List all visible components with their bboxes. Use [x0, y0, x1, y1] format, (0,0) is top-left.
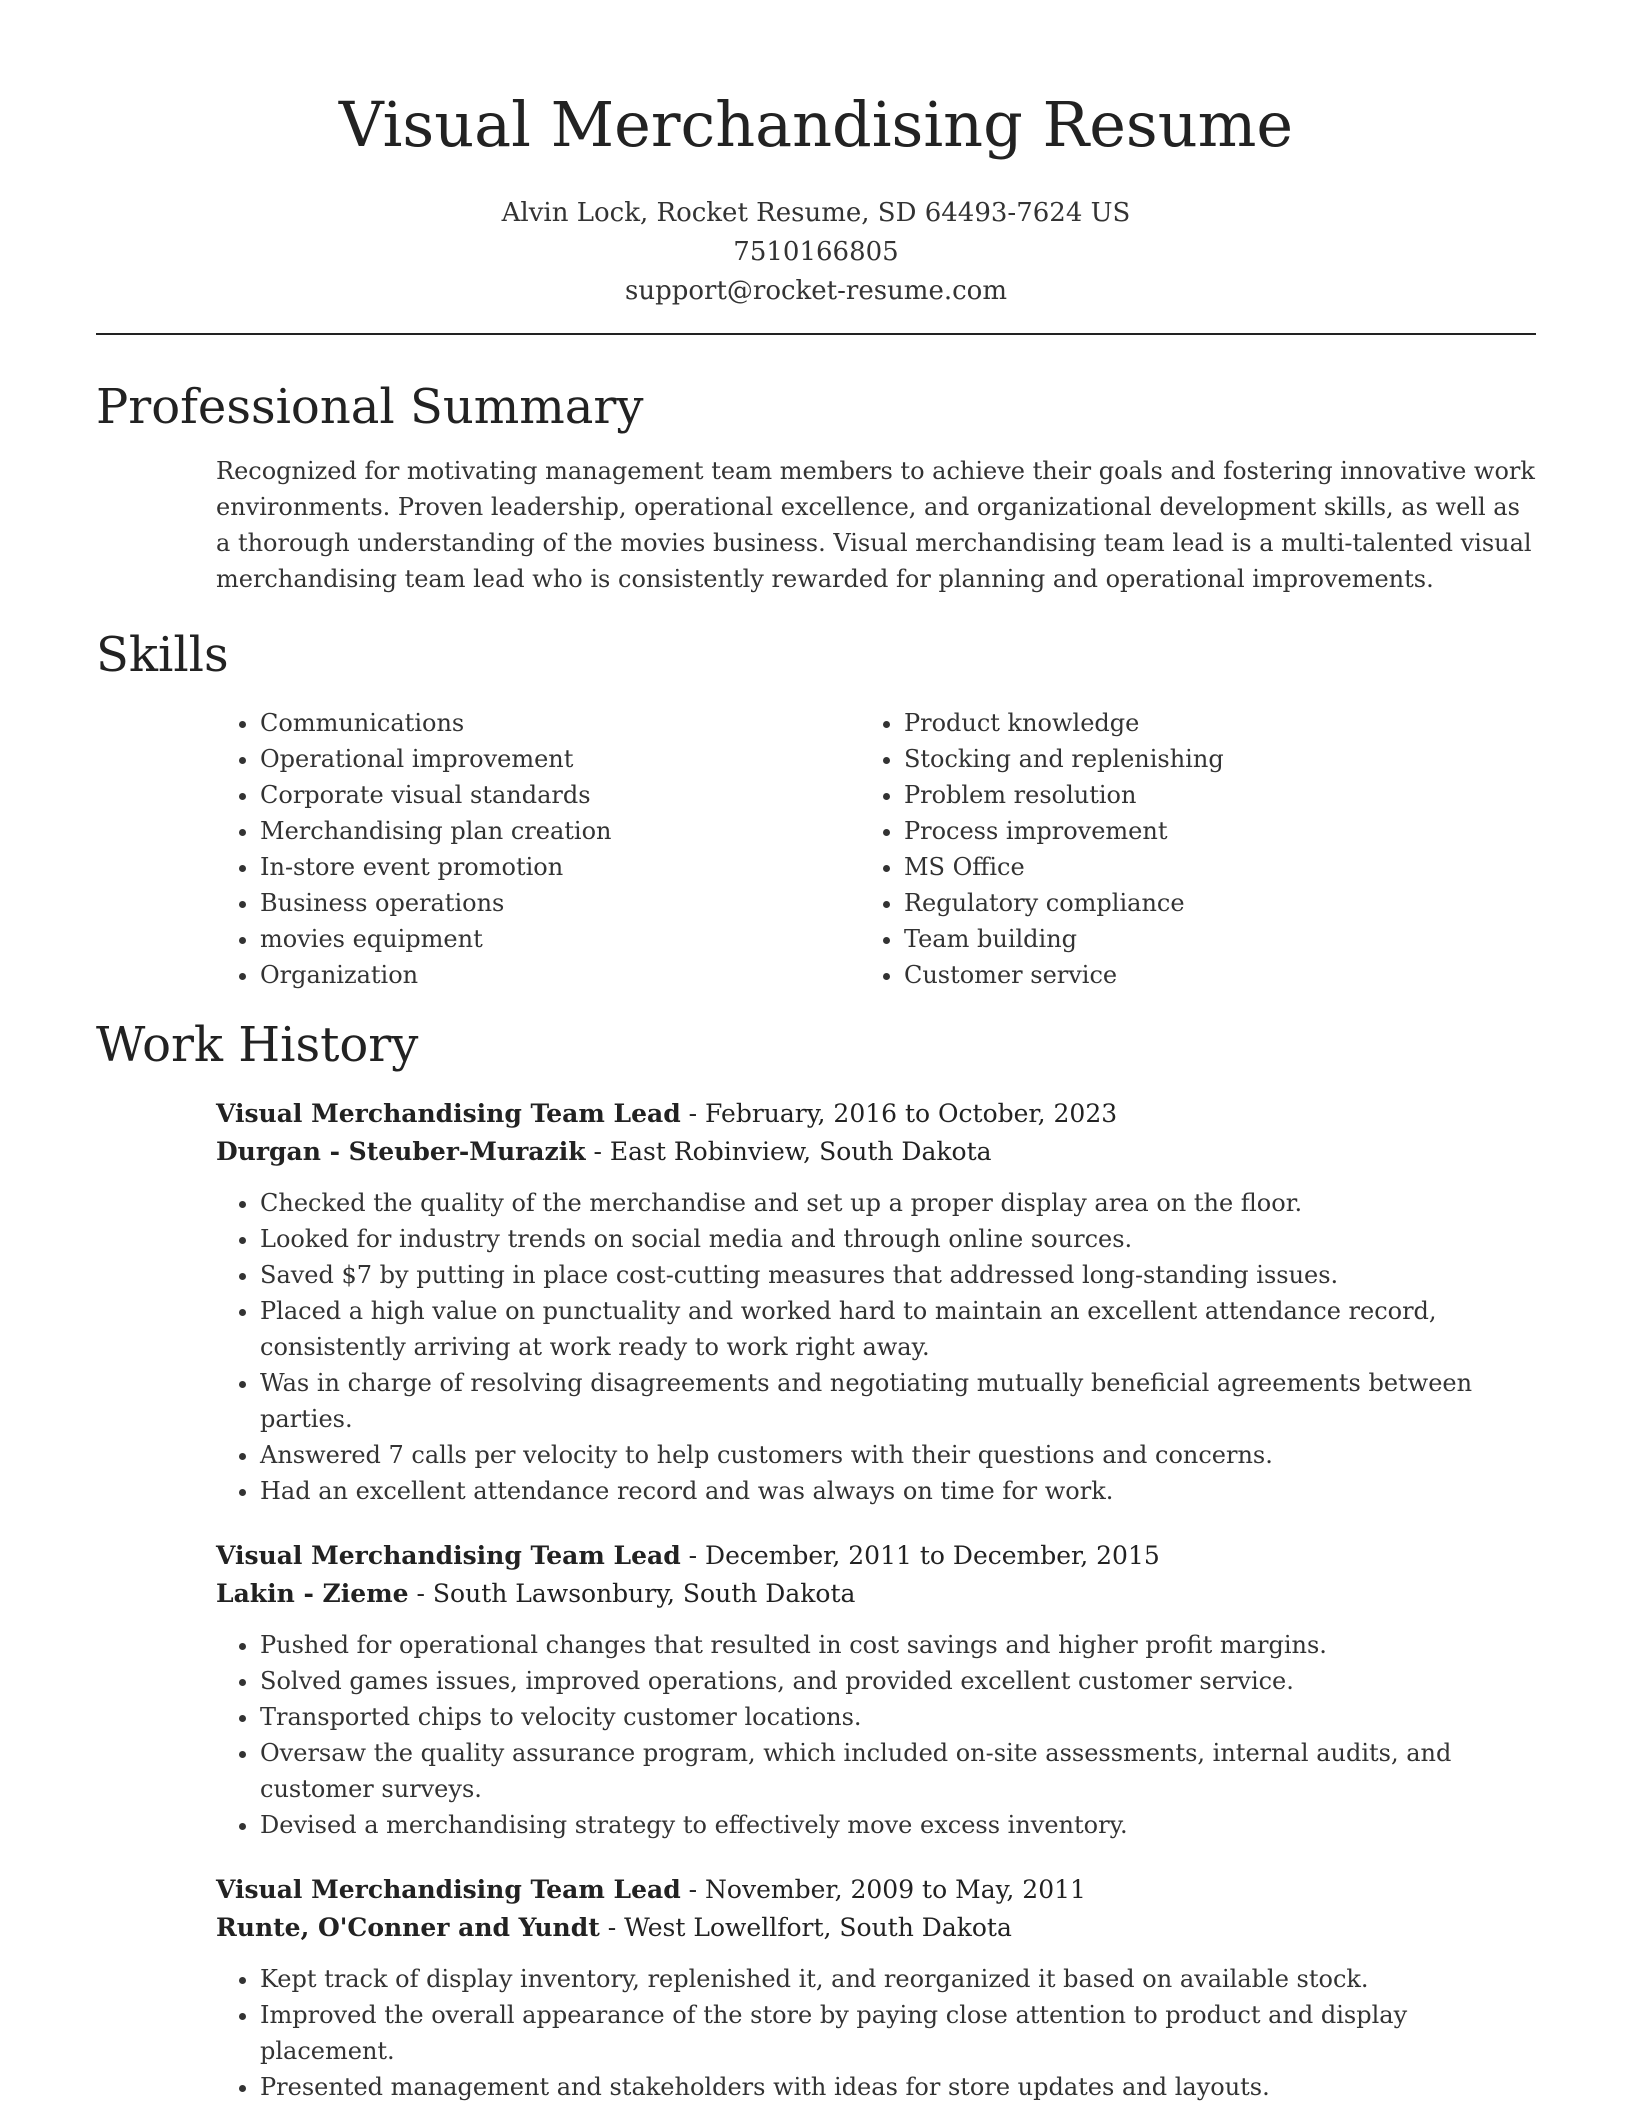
skill-item: • Product knowledge — [904, 705, 1536, 741]
job-duties — [216, 1961, 1536, 2105]
skills-list — [96, 705, 1536, 993]
summary-text: Recognized for motivating management team members to achieve their goals and fostering innovative work environments. Proven leadership, operational excellence, and organizational development skills, as well as a thorough understanding of the movies business. Visual merchandising team lead is a multi-talented visual merchandising team lead who is consistently rewarded for planning and operational improvements. — [216, 457, 1535, 593]
job-dates: - February, 2016 to October, 2023 — [680, 1099, 1118, 1128]
job-duty: • Devised a merchandising strategy to effectively move excess inventory. — [260, 1807, 1536, 1843]
job-entry — [216, 1537, 1536, 1843]
job-header — [216, 1537, 1536, 1613]
header-divider — [96, 333, 1536, 335]
skill-item: • movies equipment — [260, 921, 740, 957]
job-duty: • Kept track of display inventory, replenished it, and reorganized it based on available stock. — [260, 1961, 1536, 1997]
skill-item: • Process improvement — [904, 813, 1536, 849]
job-duty: • Improved the overall appearance of the store by paying close attention to product and display placement. — [260, 1997, 1536, 2069]
skill-item: • Regulatory compliance — [904, 885, 1536, 921]
job-duty: • Was in charge of resolving disagreements and negotiating mutually beneficial agreements between parties. — [260, 1365, 1536, 1437]
skill-item: • Customer service — [904, 957, 1536, 993]
job-duty: • Transported chips to velocity customer locations. — [260, 1699, 1536, 1735]
skill-item: • Corporate visual standards — [260, 777, 740, 813]
job-duty: • Saved $7 by putting in place cost-cutting measures that addressed long-standing issues. — [260, 1257, 1536, 1293]
work-history-heading: Work History — [96, 1017, 419, 1073]
contact-phone: 7510166805 — [733, 237, 899, 267]
job-duty: • Pushed for operational changes that resulted in cost savings and higher profit margins. — [260, 1627, 1536, 1663]
skills-heading: Skills — [96, 627, 229, 683]
job-location: - South Lawsonbury, South Dakota — [408, 1579, 856, 1608]
job-company: Durgan - Steuber-Murazik — [216, 1137, 586, 1166]
job-dates: - December, 2011 to December, 2015 — [680, 1541, 1160, 1570]
job-company: Lakin - Zieme — [216, 1579, 409, 1608]
skill-item: • Merchandising plan creation — [260, 813, 740, 849]
job-duties — [216, 1627, 1536, 1843]
job-header — [216, 1871, 1536, 1947]
job-duty: • Answered 7 calls per velocity to help customers with their questions and concerns. — [260, 1437, 1536, 1473]
skill-item: • In-store event promotion — [260, 849, 740, 885]
skill-item: • Business operations — [260, 885, 740, 921]
job-entry — [216, 1871, 1536, 2105]
skill-item: • Communications — [260, 705, 740, 741]
job-duty: • Checked the quality of the merchandise and set up a proper display area on the floor. — [260, 1185, 1536, 1221]
skill-item: • Organization — [260, 957, 740, 993]
resume-page — [96, 0, 1536, 2105]
summary-heading: Professional Summary — [96, 379, 644, 435]
job-role: Visual Merchandising Team Lead — [216, 1875, 681, 1904]
job-header — [216, 1095, 1536, 1171]
skill-item: • Operational improvement — [260, 741, 740, 777]
job-location: - East Robinview, South Dakota — [585, 1137, 992, 1166]
skill-item: • MS Office — [904, 849, 1536, 885]
job-duty: • Looked for industry trends on social media and through online sources. — [260, 1221, 1536, 1257]
job-company: Runte, O'Conner and Yundt — [216, 1913, 600, 1942]
skill-item: • Problem resolution — [904, 777, 1536, 813]
contact-address: Alvin Lock, Rocket Resume, SD 64493-7624 US — [501, 198, 1131, 228]
job-location: - West Lowellfort, South Dakota — [599, 1913, 1012, 1942]
job-duty: • Had an excellent attendance record and was always on time for work. — [260, 1473, 1536, 1509]
job-duty: • Presented management and stakeholders with ideas for store updates and layouts. — [260, 2069, 1536, 2105]
contact-email: support@rocket-resume.com — [624, 276, 1007, 306]
resume-title: Visual Merchandising Resume — [338, 88, 1294, 161]
skill-item: • Team building — [904, 921, 1536, 957]
skills-column-right — [740, 705, 1536, 993]
job-entry — [216, 1095, 1536, 1509]
job-dates: - November, 2009 to May, 2011 — [680, 1875, 1086, 1904]
job-duty: • Oversaw the quality assurance program, which included on-site assessments, internal audits, and customer surveys. — [260, 1735, 1536, 1807]
job-role: Visual Merchandising Team Lead — [216, 1099, 681, 1128]
skills-column-left — [96, 705, 740, 993]
job-duty: • Solved games issues, improved operations, and provided excellent customer service. — [260, 1663, 1536, 1699]
contact-block — [96, 194, 1536, 311]
job-duty: • Placed a high value on punctuality and worked hard to maintain an excellent attendance record, consistently arriving at work ready to work right away. — [260, 1293, 1536, 1365]
job-duties — [216, 1185, 1536, 1509]
job-role: Visual Merchandising Team Lead — [216, 1541, 681, 1570]
skill-item: • Stocking and replenishing — [904, 741, 1536, 777]
